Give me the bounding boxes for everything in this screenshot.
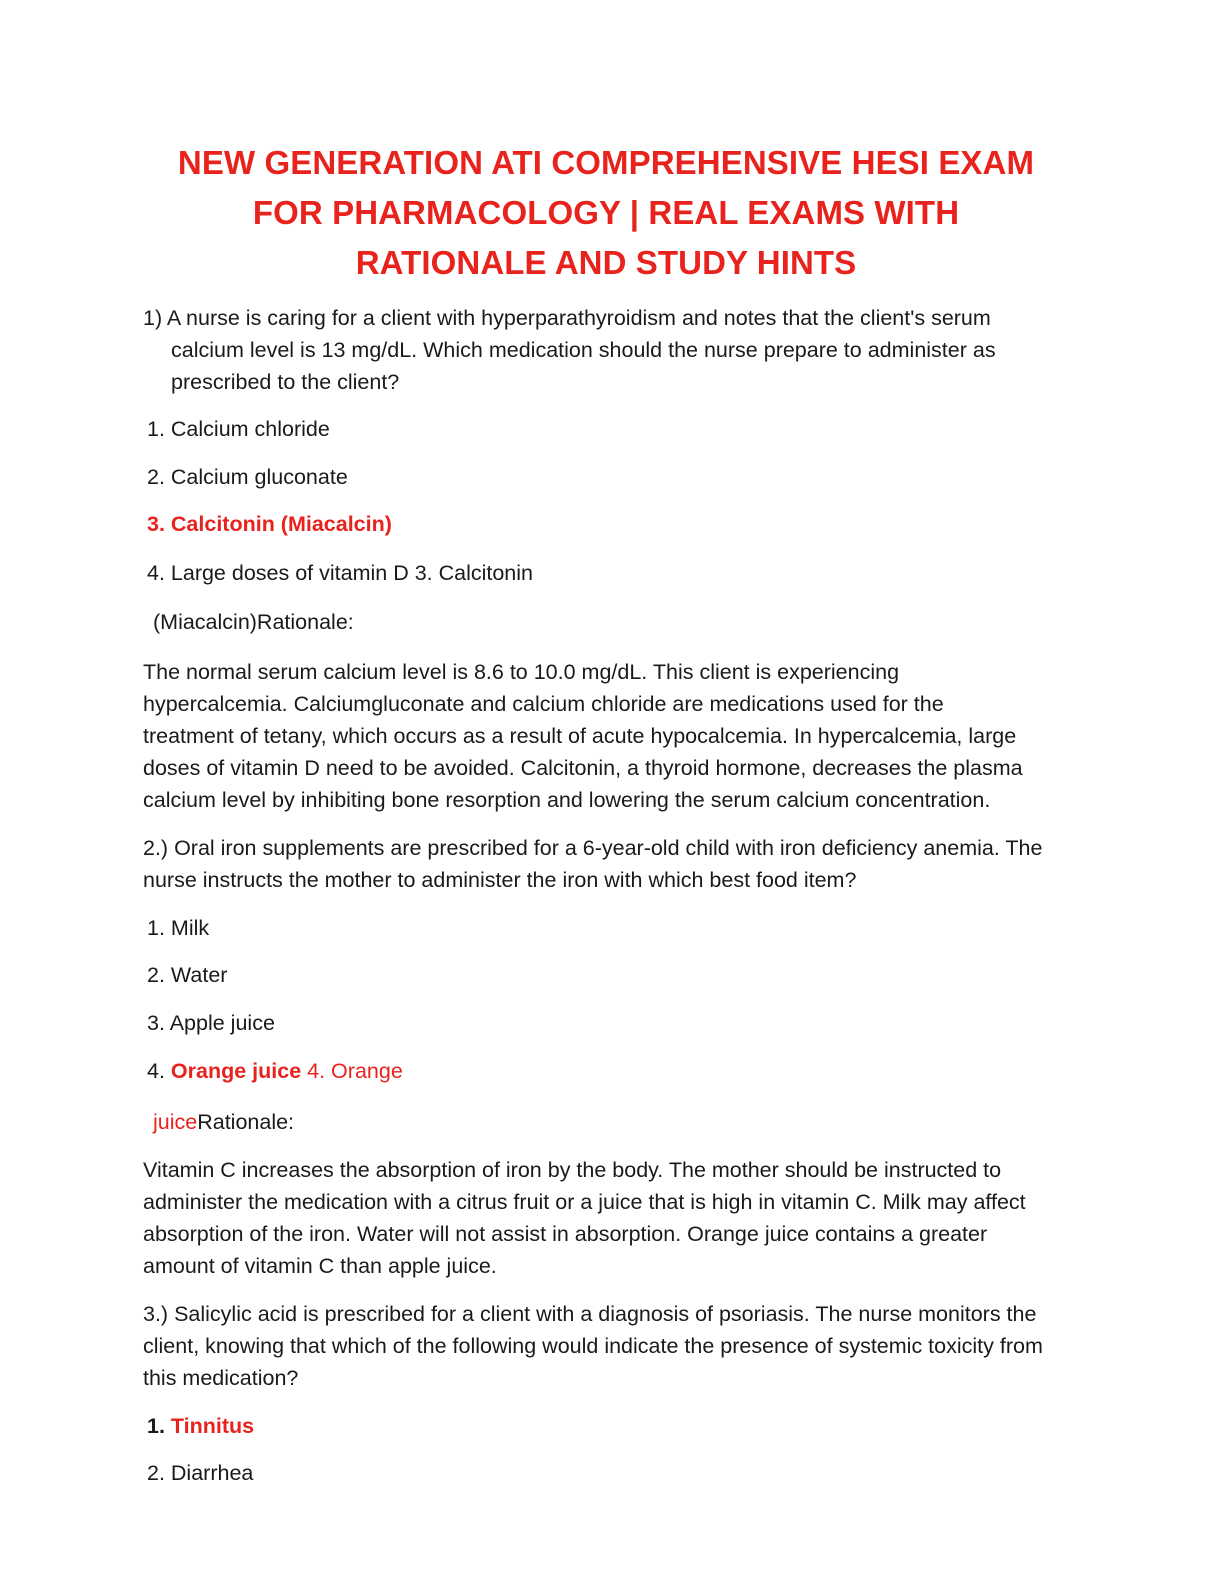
title-line: NEW GENERATION ATI COMPREHENSIVE HESI EXAM xyxy=(177,144,1035,181)
answer-repeat: juice xyxy=(153,1110,198,1134)
option-number: 1. xyxy=(147,1414,165,1438)
rationale-label: (Miacalcin)Rationale: xyxy=(153,610,354,634)
question-3-text: 3.) Salicylic acid is prescribed for a client with a diagnosis of psoriasis. The nurse monitors the xyxy=(143,1302,1037,1326)
question-1-text: prescribed to the client? xyxy=(171,370,400,394)
correct-answer-option: Tinnitus xyxy=(170,1414,255,1438)
rationale-text: hypercalcemia. Calciumgluconate and calcium chloride are medications used for the xyxy=(143,692,944,716)
answer-repeat: 4. Orange xyxy=(307,1059,403,1083)
title-line: FOR PHARMACOLOGY | REAL EXAMS WITH xyxy=(252,194,960,231)
rationale-label: Rationale: xyxy=(197,1110,295,1134)
answer-option: 2. Diarrhea xyxy=(147,1461,254,1485)
question-1-text: calcium level is 13 mg/dL. Which medication should the nurse prepare to administer as xyxy=(171,338,996,362)
answer-option: 4. Large doses of vitamin D 3. Calcitonin xyxy=(147,561,534,585)
document-title xyxy=(120,138,1092,288)
option-number: 4. xyxy=(147,1059,165,1083)
rationale-text: calcium level by inhibiting bone resorption and lowering the serum calcium concentration. xyxy=(143,788,991,812)
answer-option-4 xyxy=(147,1055,403,1087)
answer-option-1 xyxy=(147,1410,254,1442)
answer-option: 1. Milk xyxy=(147,916,210,940)
rationale-text: The normal serum calcium level is 8.6 to 10.0 mg/dL. This client is experiencing xyxy=(143,660,900,684)
rationale-label-line xyxy=(153,1106,294,1138)
question-2-text: nurse instructs the mother to administer the iron with which best food item? xyxy=(143,868,857,892)
rationale-text: treatment of tetany, which occurs as a result of acute hypocalcemia. In hypercalcemia, large xyxy=(143,724,1017,748)
rationale-text: absorption of the iron. Water will not assist in absorption. Orange juice contains a greater xyxy=(143,1222,988,1246)
answer-option: 2. Calcium gluconate xyxy=(147,465,348,489)
title-line: RATIONALE AND STUDY HINTS xyxy=(355,244,857,281)
rationale-text: Vitamin C increases the absorption of iron by the body. The mother should be instructed to xyxy=(143,1158,1002,1182)
correct-answer-option: Orange juice xyxy=(170,1059,302,1083)
answer-option: 2. Water xyxy=(147,963,228,987)
answer-option: 1. Calcium chloride xyxy=(147,417,330,441)
rationale-text: administer the medication with a citrus fruit or a juice that is high in vitamin C. Milk may affect xyxy=(143,1190,1026,1214)
correct-answer-option: 3. Calcitonin (Miacalcin) xyxy=(147,512,392,536)
answer-option: 3. Apple juice xyxy=(147,1011,275,1035)
question-3-text: client, knowing that which of the following would indicate the presence of systemic toxicity from xyxy=(143,1334,1043,1358)
question-3-text: this medication? xyxy=(143,1366,299,1390)
rationale-text: amount of vitamin C than apple juice. xyxy=(143,1254,497,1278)
question-1-text: 1) A nurse is caring for a client with hyperparathyroidism and notes that the client's serum xyxy=(143,306,991,330)
question-2-text: 2.) Oral iron supplements are prescribed for a 6-year-old child with iron deficiency anemia. The xyxy=(143,836,1043,860)
rationale-text: doses of vitamin D need to be avoided. Calcitonin, a thyroid hormone, decreases the plasma xyxy=(143,756,1023,780)
